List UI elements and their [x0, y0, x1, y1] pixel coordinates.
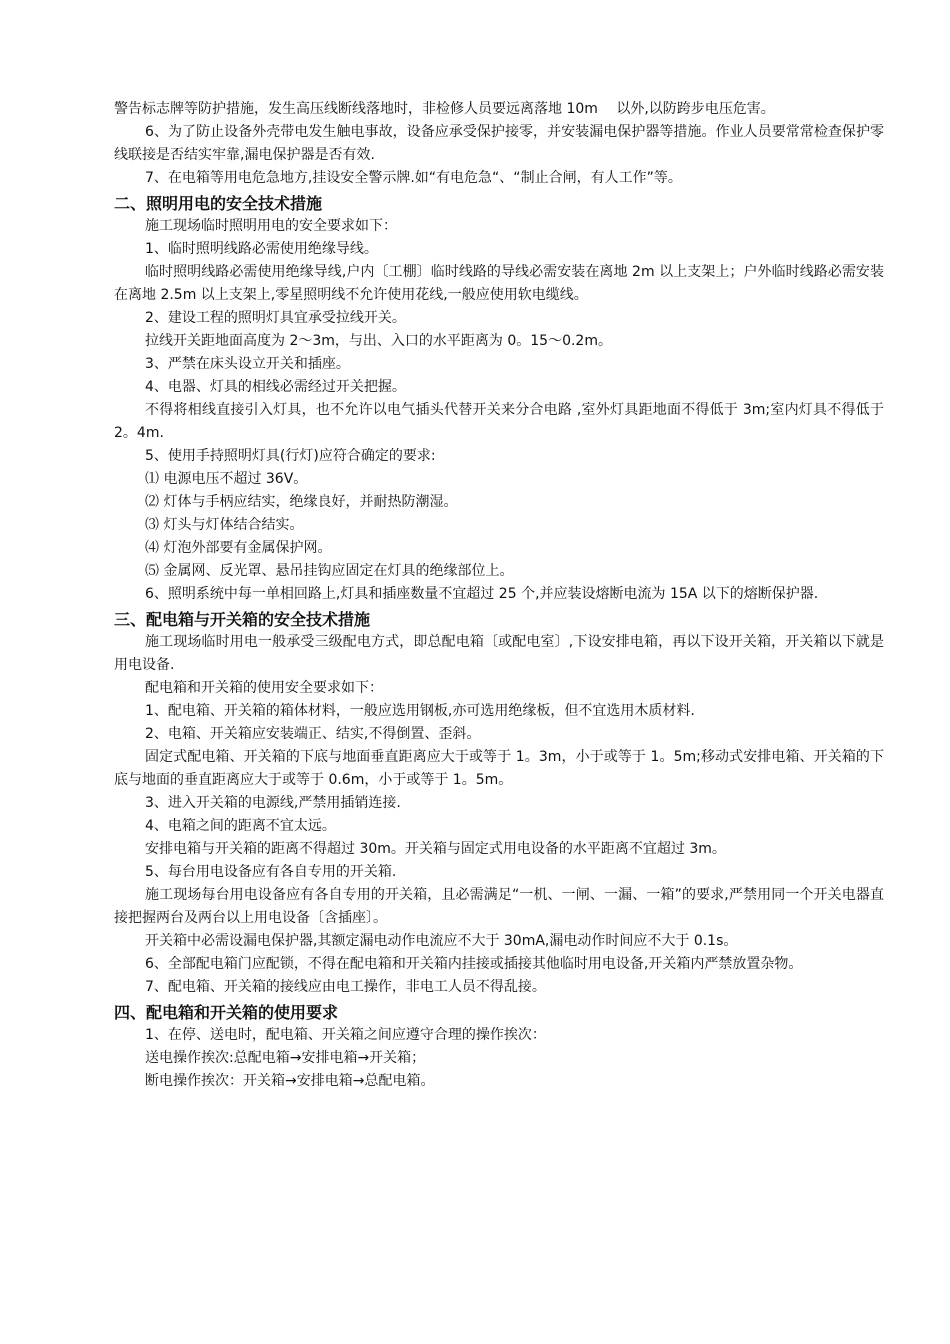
paragraph: 7、在电箱等用电危急地方,挂设安全警示牌.如“有电危急“、“制止合闸，有人工作”等。: [145, 170, 682, 186]
paragraph: 拉线开关距地面高度为 2～3m，与出、入口的水平距离为 0。15～0.2m。: [145, 333, 612, 349]
paragraph: 6、全部配电箱门应配锁，不得在配电箱和开关箱内挂接或插接其他临时用电设备,开关箱内严禁放置杂物。: [145, 956, 803, 972]
section-heading: 二、照明用电的安全技术措施: [114, 194, 323, 213]
paragraph: 安排电箱与开关箱的距离不得超过 30m。开关箱与固定式用电设备的水平距离不宜超过 3m。: [145, 841, 726, 857]
paragraph: 4、电箱之间的距离不宜太远。: [145, 818, 336, 834]
paragraph: 断电操作挨次：开关箱→安排电箱→总配电箱。: [145, 1073, 435, 1089]
paragraph: 6、照明系统中每一单相回路上,灯具和插座数量不宜超过 25 个,并应装设熔断电流为 15A 以下的熔断保护器.: [145, 586, 819, 602]
paragraph: 施工现场临时用电一般承受三级配电方式，即总配电箱〔或配电室〕,下设安排电箱，再以下设开关箱，开关箱以下就是用电设备.: [114, 634, 884, 673]
paragraph: 1、临时照明线路必需使用绝缘导线。: [145, 241, 378, 257]
paragraph: 配电箱和开关箱的使用安全要求如下：: [145, 680, 383, 696]
list-item: ⑷ 灯泡外部要有金属保护网。: [145, 540, 332, 556]
paragraph: 2、建设工程的照明灯具宜承受拉线开关。: [145, 310, 406, 326]
paragraph: 5、每台用电设备应有各自专用的开关箱.: [145, 864, 397, 880]
paragraph: 1、在停、送电时，配电箱、开关箱之间应遵守合理的操作挨次：: [145, 1027, 546, 1043]
paragraph: 3、进入开关箱的电源线,严禁用插销连接.: [145, 795, 401, 811]
list-item: ⑴ 电源电压不超过 36V。: [145, 471, 308, 487]
paragraph: 1、配电箱、开关箱的箱体材料，一般应选用钢板,亦可选用绝缘板，但不宜选用木质材料.: [145, 703, 695, 719]
paragraph: 施工现场临时照明用电的安全要求如下：: [145, 218, 397, 234]
list-item: ⑵ 灯体与手柄应结实，绝缘良好，并耐热防潮湿。: [145, 494, 458, 510]
paragraph: 2、电箱、开关箱应安装端正、结实,不得倒置、歪斜。: [145, 726, 481, 742]
paragraph: 临时照明线路必需使用绝缘导线,户内〔工棚〕临时线路的导线必需安装在离地 2m 以上支架上；户外临时线路必需安装在离地 2.5m 以上支架上,零星照明线不允许使用花线,一般应使用软电缆线。: [114, 264, 884, 303]
list-item: ⑶ 灯头与灯体结合结实。: [145, 517, 304, 533]
section-heading: 四、配电箱和开关箱的使用要求: [114, 1003, 339, 1022]
paragraph: 6、为了防止设备外壳带电发生触电事故，设备应承受保护接零，并安装漏电保护器等措施。作业人员要常常检查保护零线联接是否结实牢靠,漏电保护器是否有效.: [114, 124, 884, 163]
paragraph: 3、严禁在床头设立开关和插座。: [145, 356, 350, 372]
paragraph: 5、使用手持照明灯具(行灯)应符合确定的要求:: [145, 448, 436, 464]
list-item: ⑸ 金属网、反光罩、悬吊挂钩应固定在灯具的绝缘部位上。: [145, 563, 514, 579]
paragraph: 固定式配电箱、开关箱的下底与地面垂直距离应大于或等于 1。3m，小于或等于 1。5m;移动式安排电箱、开关箱的下底与地面的垂直距离应大于或等于 0.6m，小于或等于 1。5m。: [114, 749, 884, 788]
paragraph: 送电操作挨次:总配电箱→安排电箱→开关箱；: [145, 1050, 426, 1066]
paragraph: 警告标志牌等防护措施，发生高压线断线落地时，非检修人员要远离落地 10m 以外,以防跨步电压危害。: [114, 101, 775, 117]
paragraph: 4、电器、灯具的相线必需经过开关把握。: [145, 379, 406, 395]
document-body: [114, 98, 884, 1093]
paragraph: 7、配电箱、开关箱的接线应由电工操作，非电工人员不得乱接。: [145, 979, 546, 995]
paragraph: 开关箱中必需设漏电保护器,其额定漏电动作电流应不大于 30mA,漏电动作时间应不大于 0.1s。: [145, 933, 738, 949]
section-heading: 三、配电箱与开关箱的安全技术措施: [114, 610, 371, 629]
paragraph: 不得将相线直接引入灯具，也不允许以电气插头代替开关来分合电路 ,室外灯具距地面不得低于 3m;室内灯具不得低于 2。4m.: [114, 402, 884, 441]
paragraph: 施工现场每台用电设备应有各自专用的开关箱，且必需满足“一机、一闸、一漏、一箱”的要求,严禁用同一个开关电器直接把握两台及两台以上用电设备〔含插座〕。: [114, 887, 884, 926]
